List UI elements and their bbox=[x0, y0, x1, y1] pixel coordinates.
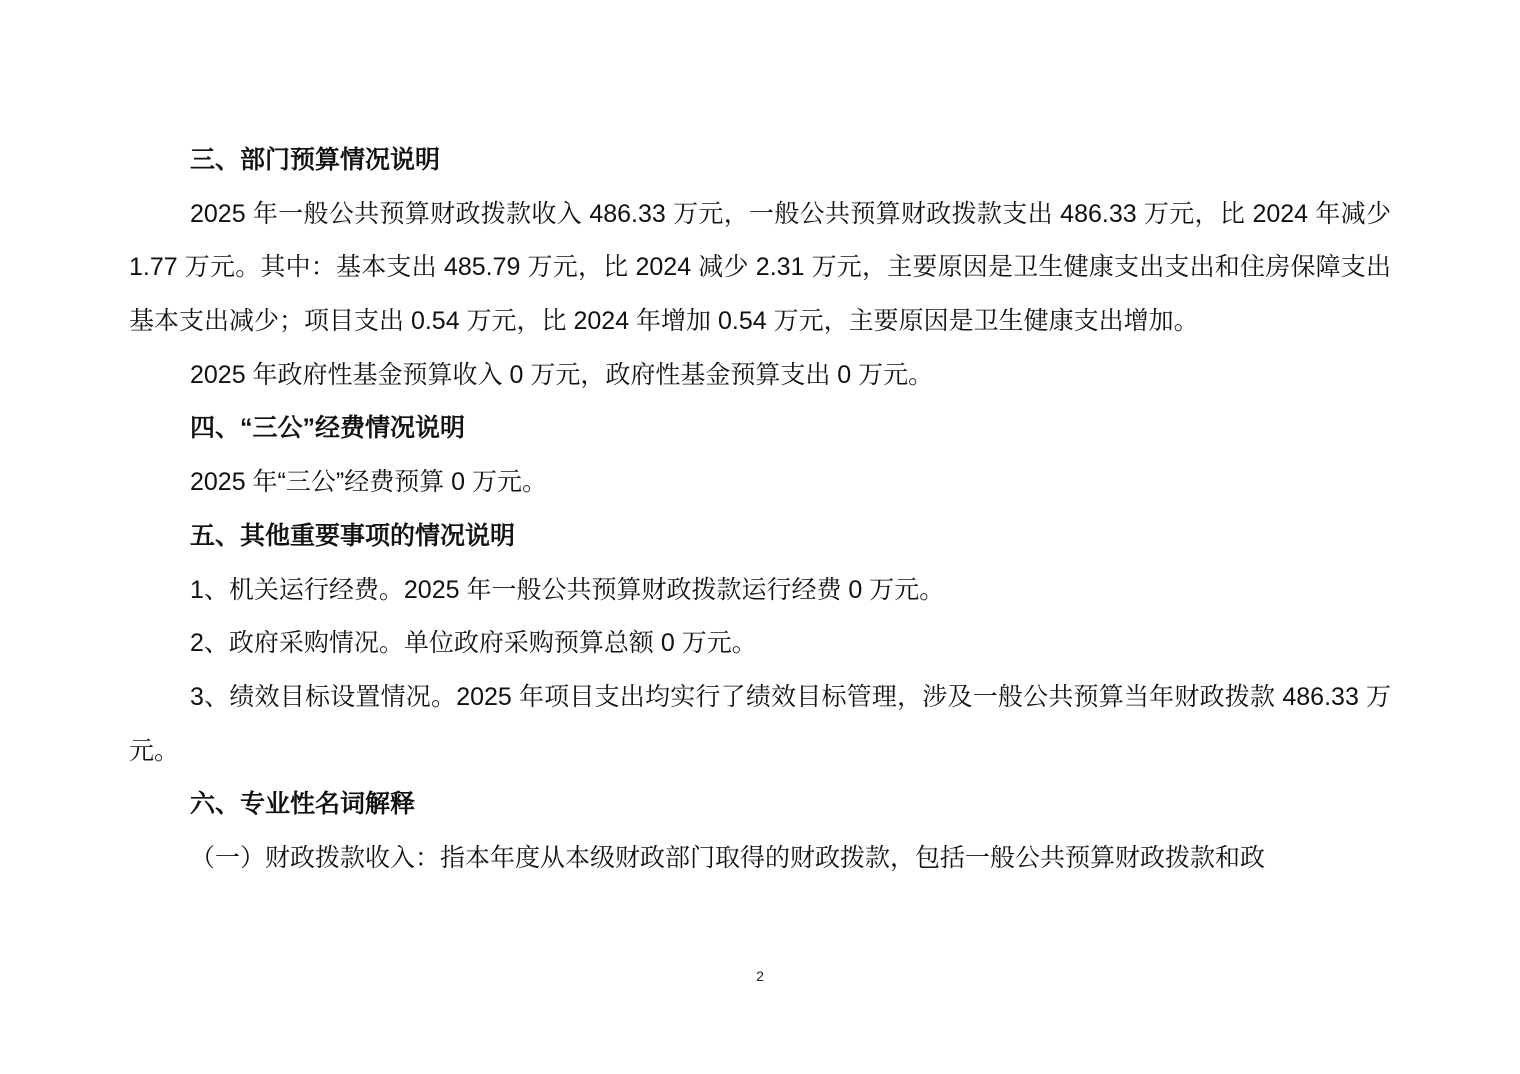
list-item-performance-targets: 3、绩效目标设置情况。2025 年项目支出均实行了绩效目标管理，涉及一般公共预算当年财政拨款 486.33 万元。 bbox=[129, 682, 1391, 765]
paragraph-general-budget: 2025 年一般公共预算财政拨款收入 486.33 万元，一般公共预算财政拨款支出 486.33 万元，比 2024 年减少 1.77 万元。其中：基本支出 485.79 万元，比 2024 减少 2.31 万元，主要原因是卫生健康支出支出和住房保障支出基本支出减少；项目支出 0.54 万元，比 2024 年增加 0.54 万元，主要原因是卫生健康支出增加。 bbox=[129, 199, 1391, 336]
list-item-procurement: 2、政府采购情况。单位政府采购预算总额 0 万元。 bbox=[190, 629, 757, 658]
list-item-operating-expenses: 1、机关运行经费。2025 年一般公共预算财政拨款运行经费 0 万元。 bbox=[190, 575, 945, 604]
paragraph-term-fiscal-income: （一）财政拨款收入：指本年度从本级财政部门取得的财政拨款，包括一般公共预算财政拨款和政 bbox=[190, 844, 1266, 873]
paragraph-three-public: 2025 年“三公”经费预算 0 万元。 bbox=[190, 468, 548, 497]
section-heading-terms: 六、专业性名词解释 bbox=[190, 790, 416, 819]
page-number: 2 bbox=[756, 968, 764, 984]
section-heading-three-public: 四、“三公”经费情况说明 bbox=[190, 414, 466, 443]
paragraph-fund-budget: 2025 年政府性基金预算收入 0 万元，政府性基金预算支出 0 万元。 bbox=[190, 360, 934, 389]
section-heading-other-matters: 五、其他重要事项的情况说明 bbox=[190, 521, 516, 550]
section-heading-budget: 三、部门预算情况说明 bbox=[190, 146, 441, 174]
document-body bbox=[129, 134, 1391, 886]
